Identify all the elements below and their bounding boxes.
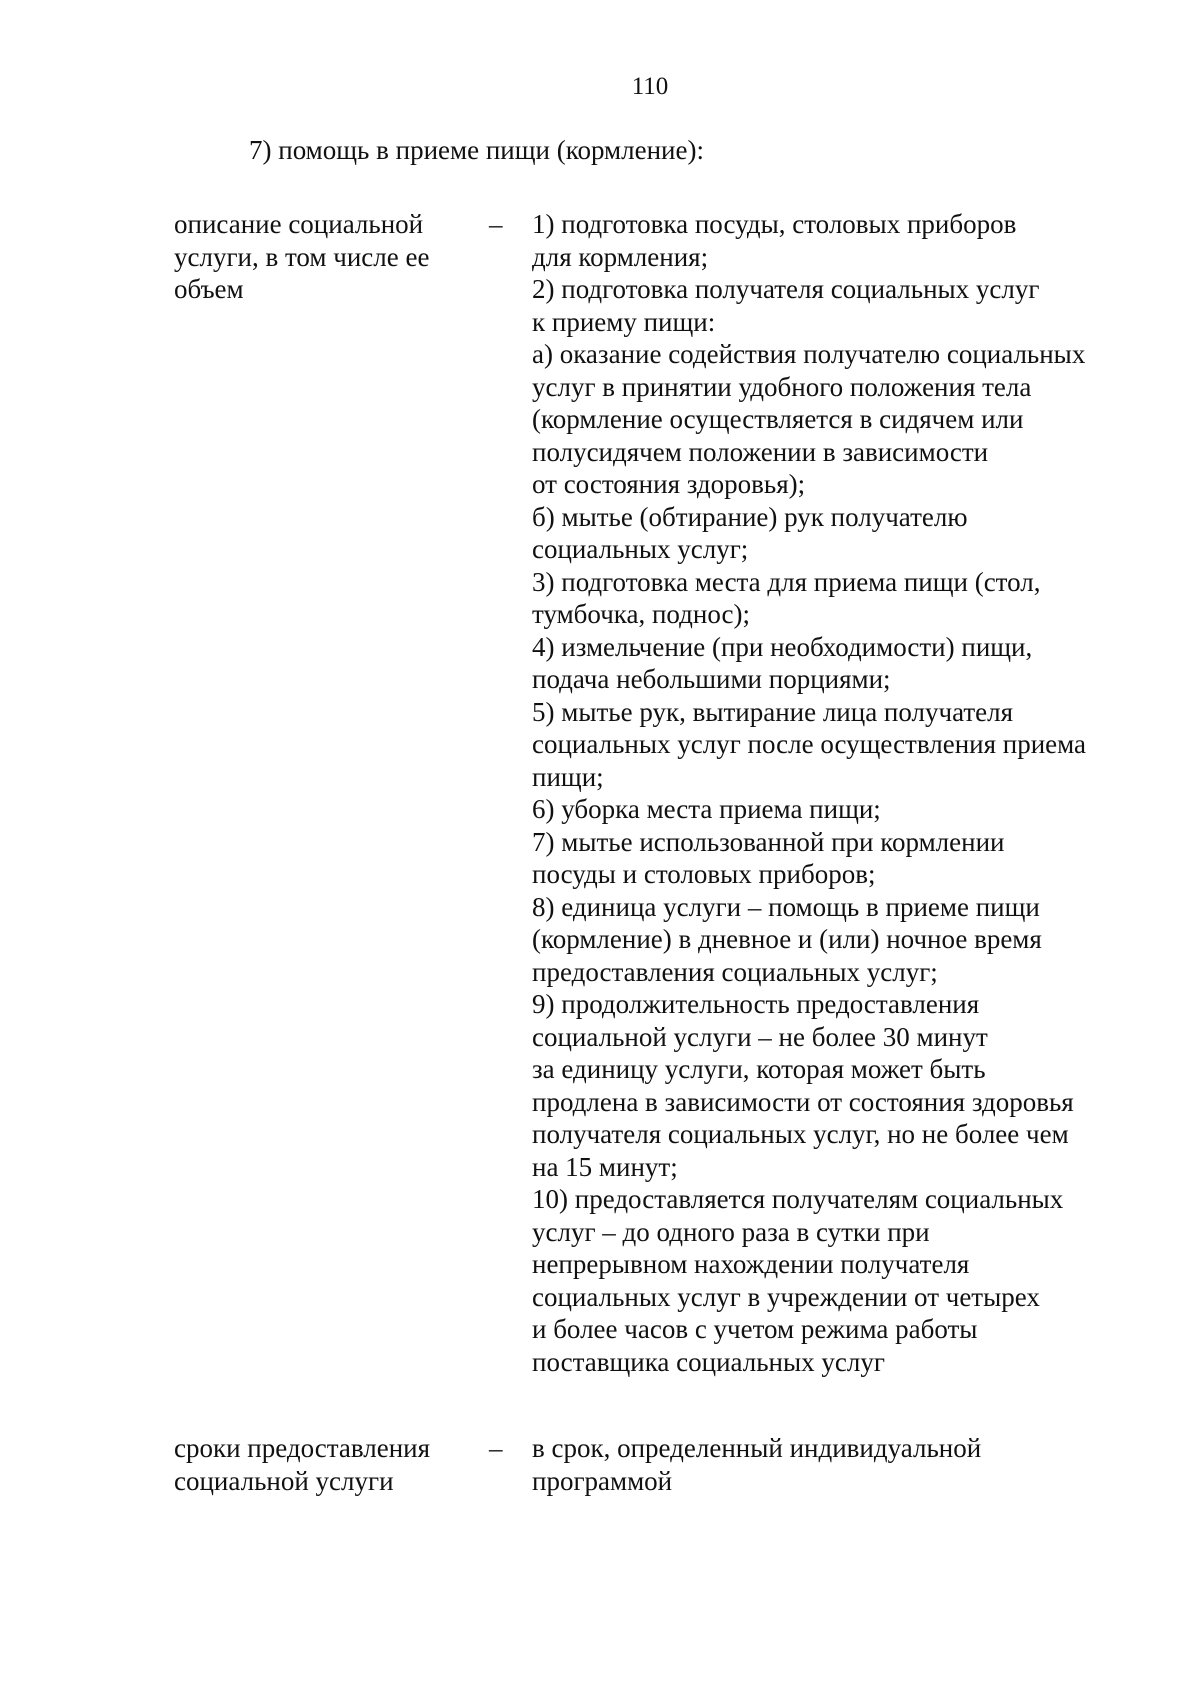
label-line: социальной услуги [174, 1465, 394, 1496]
value-line: 1) подготовка посуды, столовых приборов [532, 209, 1017, 239]
value-line: 9) продолжительность предоставления [532, 989, 980, 1019]
value-line: а) оказание содействия получателю социальных [532, 339, 1086, 369]
value-line: социальной услуги – не более 30 минут [532, 1021, 988, 1052]
value-line: б) мытье (обтирание) рук получателю [532, 501, 968, 532]
service-terms-label [174, 1432, 474, 1497]
value-line: для кормления; [532, 241, 709, 272]
value-line: поставщика социальных услуг [532, 1346, 885, 1377]
value-line: социальных услуг; [532, 534, 749, 564]
value-line: от состояния здоровья); [532, 469, 806, 499]
value-line: в срок, определенный индивидуальной [532, 1433, 982, 1463]
service-description-value [532, 208, 1132, 1378]
value-line: 2) подготовка получателя социальных услуг [532, 274, 1040, 304]
section-heading: 7) помощь в приеме пищи (кормление): [249, 135, 704, 165]
value-line: пищи; [532, 761, 604, 792]
value-line: 3) подготовка места для приема пищи (стол, [532, 566, 1041, 597]
label-line: услуги, в том числе ее [174, 241, 430, 272]
value-line: социальных услуг в учреждении от четырех [532, 1281, 1040, 1312]
value-line: услуг – до одного раза в сутки при [532, 1216, 930, 1247]
value-line: получателя социальных услуг, но не более чем [532, 1119, 1069, 1149]
value-line: услуг в принятии удобного положения тела [532, 371, 1032, 402]
page-number: 110 [631, 73, 669, 100]
service-description-label [174, 208, 474, 306]
value-line: 8) единица услуги – помощь в приеме пищи [532, 891, 1040, 922]
value-line: (кормление) в дневное и (или) ночное время [532, 924, 1042, 954]
separator-dash: – [489, 209, 503, 239]
value-line: 7) мытье использованной при кормлении [532, 826, 1005, 857]
value-line: на 15 минут; [532, 1151, 678, 1182]
value-line: 10) предоставляется получателям социальных [532, 1184, 1064, 1214]
label-line: объем [174, 274, 244, 304]
value-line: полусидячем положении в зависимости [532, 436, 989, 467]
value-line: 5) мытье рук, вытирание лица получателя [532, 696, 1014, 727]
value-line: программой [532, 1465, 673, 1496]
value-line: тумбочка, поднос); [532, 599, 750, 629]
value-line: социальных услуг после осуществления приема [532, 729, 1087, 759]
value-line: подача небольшими порциями; [532, 664, 891, 694]
value-line: к приему пищи: [532, 306, 716, 337]
value-line: (кормление осуществляется в сидячем или [532, 404, 1024, 434]
service-terms-value [532, 1432, 1132, 1497]
value-line: посуды и столовых приборов; [532, 859, 876, 889]
value-line: непрерывном нахождении получателя [532, 1249, 970, 1279]
value-line: 4) измельчение (при необходимости) пищи, [532, 631, 1033, 662]
value-line: за единицу услуги, которая может быть [532, 1054, 986, 1084]
value-line: предоставления социальных услуг; [532, 956, 938, 987]
label-line: сроки предоставления [174, 1433, 431, 1463]
separator-dash: – [489, 1433, 503, 1463]
value-line: 6) уборка места приема пищи; [532, 794, 881, 824]
value-line: и более часов с учетом режима работы [532, 1314, 978, 1344]
value-line: продлена в зависимости от состояния здоровья [532, 1086, 1074, 1117]
label-line: описание социальной [174, 209, 424, 239]
